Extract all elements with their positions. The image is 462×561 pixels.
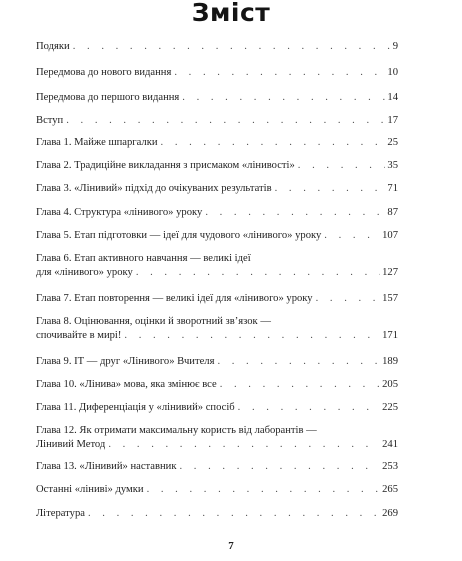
toc-entry-title: Глава 7. Етап повторення — великі ідеї для «лінивого» уроку [36, 293, 313, 304]
toc-entry-page: 171 [382, 330, 398, 341]
dot-leader [205, 206, 385, 220]
toc-entry-page: 253 [382, 461, 398, 472]
toc-entry-title: Глава 13. «Лінивий» наставник [36, 461, 177, 472]
toc-entry-title: Глава 2. Традиційне викладання з присмаком «лінивості» [36, 160, 295, 171]
toc-entry-page: 241 [382, 439, 398, 450]
toc-entry[interactable] [36, 378, 398, 392]
toc-entry[interactable] [36, 315, 398, 343]
toc-entry-title: Передмова до першого видання [36, 92, 180, 103]
toc-entry[interactable] [36, 136, 398, 150]
toc-entry[interactable] [36, 91, 398, 105]
toc-entry[interactable] [36, 229, 398, 243]
toc-entry-title: Лінивий Метод [36, 439, 106, 450]
toc-entry-title: Глава 10. «Лінива» мова, яка змінює все [36, 379, 217, 390]
dot-leader [66, 114, 385, 128]
dot-leader [238, 401, 380, 415]
toc-entry[interactable] [36, 252, 398, 280]
toc-entry[interactable] [36, 182, 398, 196]
toc-entry-page: 107 [382, 230, 398, 241]
toc-entry-page: 9 [392, 41, 398, 52]
toc-entry-title: Глава 4. Структура «лінивого» уроку [36, 207, 203, 218]
dot-leader [182, 91, 385, 105]
dot-leader [108, 438, 380, 452]
toc-entry-title: Глава 6. Етап активного навчання — великі ідеї [36, 253, 251, 264]
toc-entry-page: 205 [382, 379, 398, 390]
toc-entry[interactable] [36, 401, 398, 415]
toc-entry-page: 35 [387, 160, 398, 171]
dot-leader [161, 136, 386, 150]
toc-entry-title: Глава 8. Оцінювання, оцінки й зворотний зв’язок — [36, 316, 271, 327]
toc-entry-page: 17 [387, 115, 398, 126]
toc-entry-title: для «лінивого» уроку [36, 267, 133, 278]
dot-leader [298, 159, 386, 173]
toc-entry-title: Література [36, 508, 85, 519]
dot-leader [324, 229, 380, 243]
toc-entry[interactable] [36, 159, 398, 173]
toc-entry-page: 25 [387, 137, 398, 148]
toc-entry-page: 71 [387, 183, 398, 194]
toc-entry[interactable] [36, 507, 398, 521]
dot-leader [217, 355, 380, 369]
toc-entry[interactable] [36, 355, 398, 369]
toc-entry[interactable] [36, 40, 398, 54]
page-title: Зміст [191, 0, 271, 27]
toc-entry[interactable] [36, 460, 398, 474]
dot-leader [124, 329, 380, 343]
toc-entry-title: Глава 12. Як отримати максимальну користь від лаборантів — [36, 425, 317, 436]
dot-leader [180, 460, 381, 474]
toc-entry[interactable] [36, 114, 398, 128]
toc-entry-page: 87 [387, 207, 398, 218]
toc-entry-page: 189 [382, 356, 398, 367]
dot-leader [174, 66, 385, 80]
dot-leader [220, 378, 380, 392]
toc-entry[interactable] [36, 424, 398, 452]
toc-entry-title: Вступ [36, 115, 64, 126]
dot-leader [147, 483, 381, 497]
toc-entry[interactable] [36, 66, 398, 80]
toc-entry[interactable] [36, 206, 398, 220]
page-number: 7 [228, 540, 234, 552]
toc-entry-page: 157 [382, 293, 398, 304]
dot-leader [316, 292, 381, 306]
toc-entry-title: Глава 11. Диференціація у «лінивий» спосіб [36, 402, 235, 413]
toc-entry-title: Останні «ліниві» думки [36, 484, 144, 495]
toc-entry-title: Глава 5. Етап підготовки — ідеї для чудового «лінивого» уроку [36, 230, 322, 241]
toc-entry-page: 14 [387, 92, 398, 103]
dot-leader [88, 507, 380, 521]
toc-entry-title: Глава 1. Майже шпаргалки [36, 137, 158, 148]
dot-leader [136, 266, 380, 280]
toc-entry-page: 269 [382, 508, 398, 519]
toc-entry-title: Глава 3. «Лінивий» підхід до очікуваних результатів [36, 183, 272, 194]
toc-entry-page: 265 [382, 484, 398, 495]
dot-leader [275, 182, 386, 196]
toc-entry[interactable] [36, 483, 398, 497]
toc-entry-title: Подяки [36, 41, 70, 52]
toc-entry-title: спочивайте в мирі! [36, 330, 122, 341]
dot-leader [73, 40, 391, 54]
toc-entry-page: 225 [382, 402, 398, 413]
toc-entry[interactable] [36, 292, 398, 306]
toc-entry-title: Глава 9. ІТ — друг «Лінивого» Вчителя [36, 356, 215, 367]
toc-entry-title: Передмова до нового видання [36, 67, 172, 78]
toc-entry-page: 127 [382, 267, 398, 278]
toc-entry-page: 10 [387, 67, 398, 78]
